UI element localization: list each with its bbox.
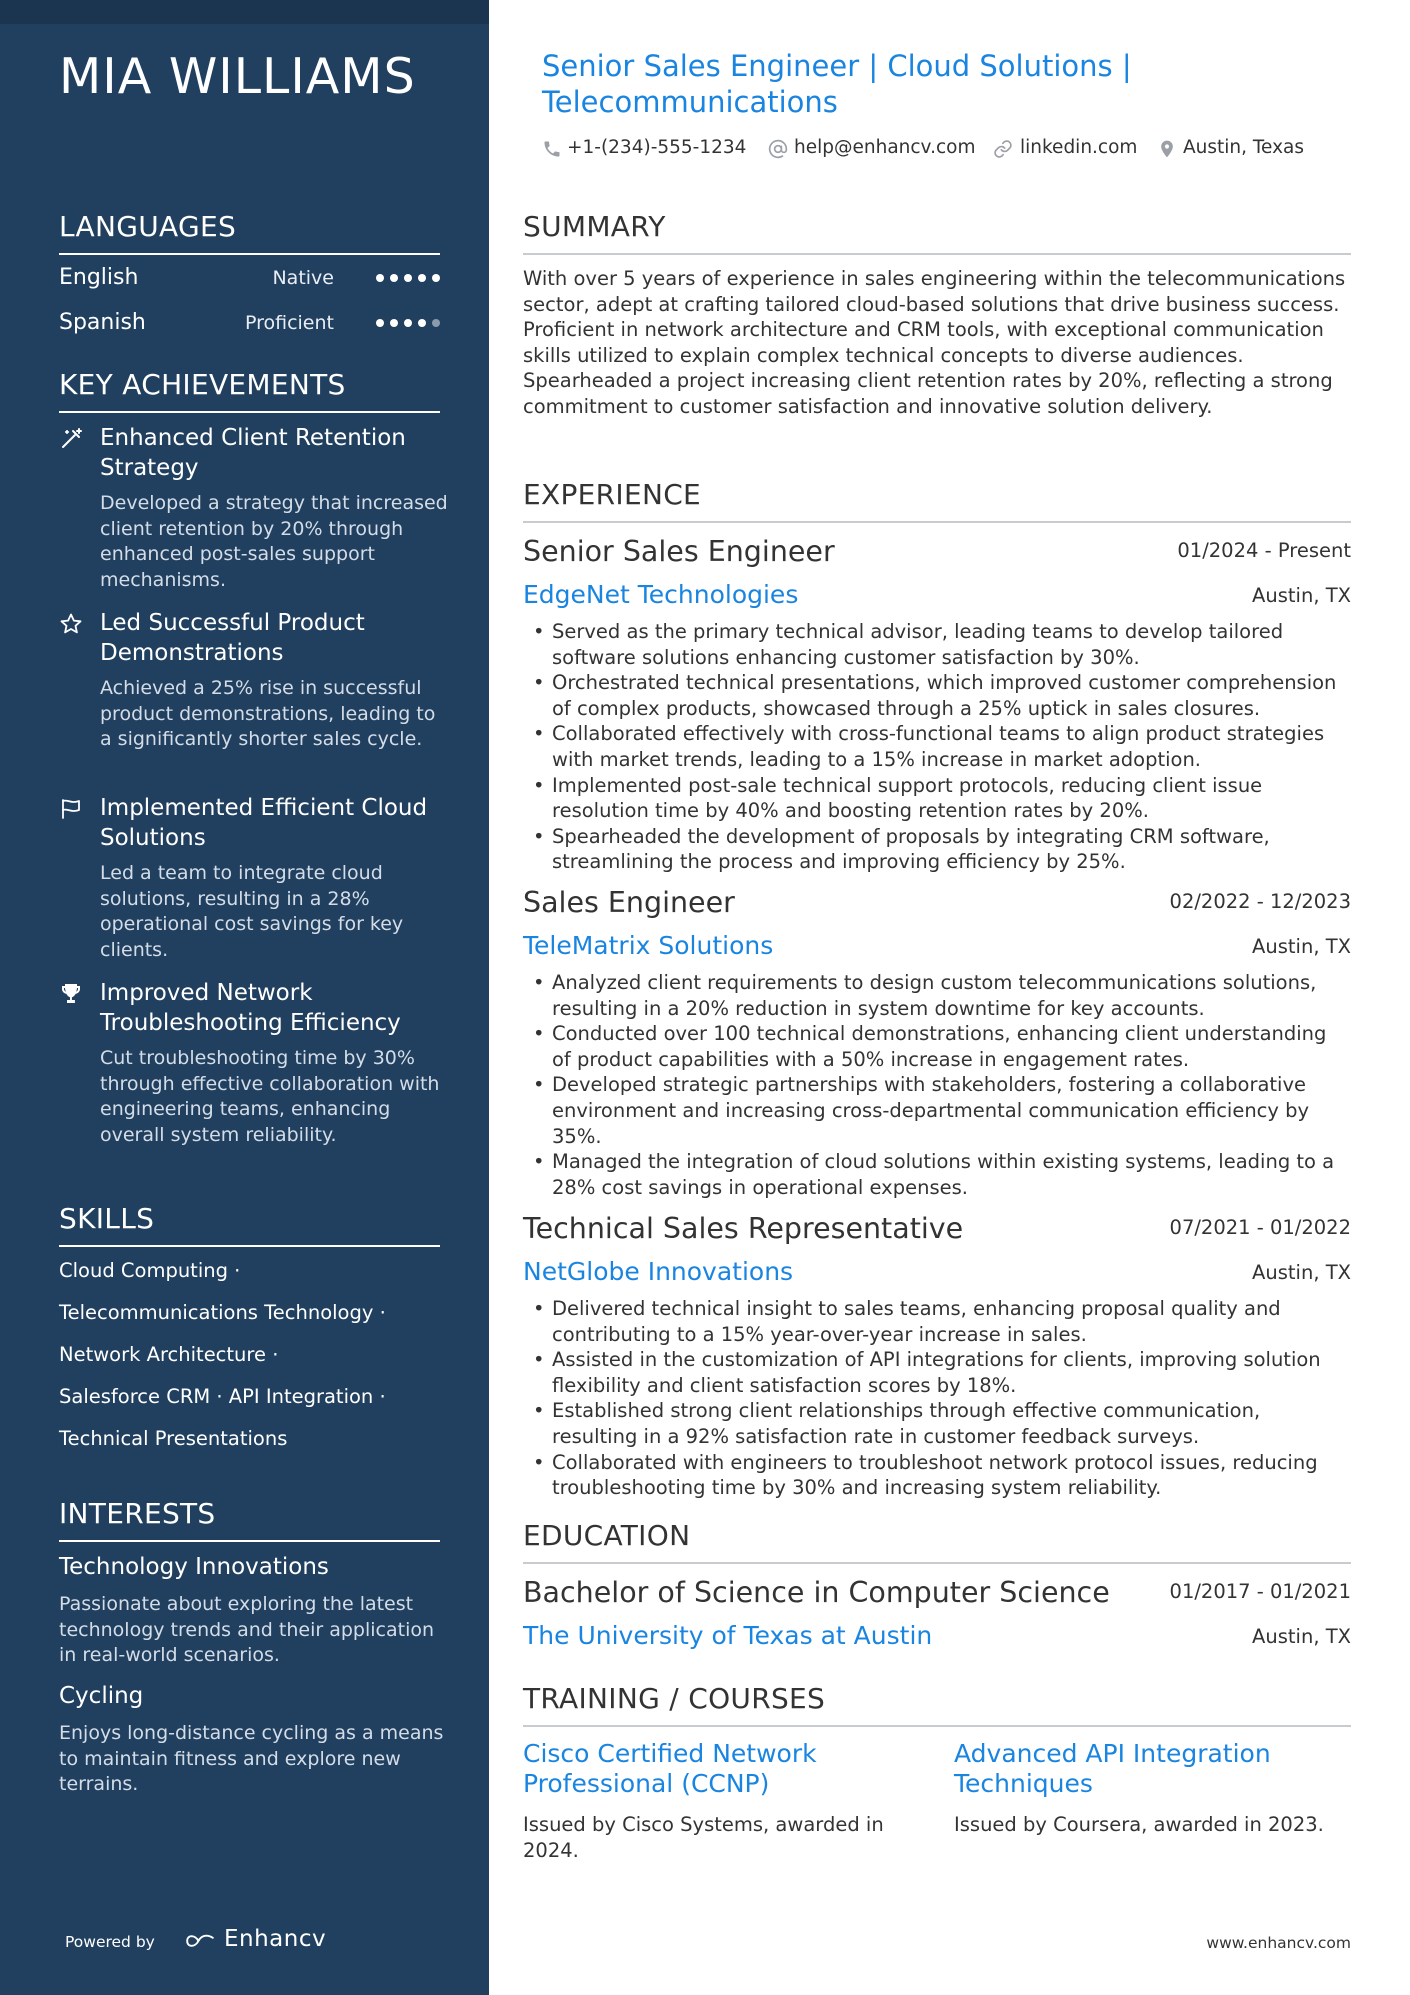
rating-dot bbox=[404, 274, 412, 282]
achievement-description: Led a team to integrate cloud solutions, resulting in a 28% operational cost savings for key clients. bbox=[100, 862, 404, 961]
skill-line: Salesforce CRM · API Integration · bbox=[59, 1385, 386, 1408]
at-sign-icon bbox=[768, 139, 788, 159]
language-name: Spanish bbox=[59, 310, 146, 335]
company-name: TeleMatrix Solutions bbox=[523, 931, 774, 960]
list-item: • Assisted in the customization of API integrations for clients, improving solution flexibility and client satisfaction scores by 18%. bbox=[523, 1347, 1351, 1398]
contact-linkedin[interactable]: linkedin.com bbox=[1020, 137, 1138, 158]
language-name: English bbox=[59, 265, 139, 290]
language-row bbox=[59, 265, 440, 299]
achievement-item bbox=[59, 608, 449, 753]
achievement-item bbox=[59, 423, 449, 593]
experience-heading: EXPERIENCE bbox=[523, 478, 1351, 523]
course-title: Cisco Certified Network Professional (CCNP) bbox=[523, 1739, 817, 1798]
list-item: • Implemented post-sale technical support protocols, reducing client issue resolution time by 40% and boosting retention rates by 20%. bbox=[523, 773, 1351, 824]
achievement-description: Developed a strategy that increased client retention by 20% through enhanced post-sales support mechanisms. bbox=[100, 492, 448, 591]
website-link[interactable]: www.enhancv.com bbox=[1206, 1934, 1351, 1952]
job-bullets bbox=[523, 619, 1351, 875]
company-name: EdgeNet Technologies bbox=[523, 580, 799, 609]
school-location: Austin, TX bbox=[1252, 1625, 1351, 1648]
contact-email[interactable]: help@enhancv.com bbox=[794, 137, 976, 158]
list-item: • Delivered technical insight to sales teams, enhancing proposal quality and contributing to a 15% year-over-year increase in sales. bbox=[523, 1296, 1351, 1347]
job-dates: 07/2021 - 01/2022 bbox=[1169, 1216, 1351, 1239]
summary-heading: SUMMARY bbox=[523, 210, 1351, 255]
sidebar-top-band bbox=[0, 0, 489, 24]
list-item: • Orchestrated technical presentations, which improved customer comprehension of complex products, showcased through a 25% uptick in sales closures. bbox=[523, 670, 1351, 721]
achievement-item bbox=[59, 793, 449, 963]
list-item: • Conducted over 100 technical demonstrations, enhancing client understanding of product capabilities with a 50% increase in engagement rates. bbox=[523, 1021, 1351, 1072]
interest-description: Passionate about exploring the latest technology trends and their application in real-world scenarios. bbox=[59, 1593, 435, 1666]
job-location: Austin, TX bbox=[1252, 935, 1351, 958]
achievement-title: Led Successful Product Demonstrations bbox=[100, 610, 365, 666]
job-title: Technical Sales Representative bbox=[523, 1212, 964, 1245]
interest-title: Technology Innovations bbox=[59, 1554, 329, 1580]
rating-dot bbox=[390, 274, 398, 282]
course-description: Issued by Cisco Systems, awarded in 2024. bbox=[523, 1813, 884, 1862]
list-item: • Collaborated effectively with cross-functional teams to align product strategies with market trends, leading to a 15% increase in market adoption. bbox=[523, 721, 1351, 772]
phone-icon bbox=[542, 139, 562, 159]
job-dates: 01/2024 - Present bbox=[1177, 539, 1351, 562]
sidebar bbox=[0, 0, 489, 1995]
language-level: Native bbox=[272, 267, 334, 289]
list-item: • Spearheaded the development of proposals by integrating CRM software, streamlining the process and improving efficiency by 25%. bbox=[523, 824, 1351, 875]
rating-dot bbox=[376, 319, 384, 327]
contact-phone[interactable]: +1-(234)-555-1234 bbox=[567, 137, 747, 158]
skills-heading: SKILLS bbox=[59, 1202, 440, 1247]
education-dates: 01/2017 - 01/2021 bbox=[1169, 1580, 1351, 1603]
achievement-title: Implemented Efficient Cloud Solutions bbox=[100, 795, 428, 851]
rating-dot bbox=[390, 319, 398, 327]
list-item: • Analyzed client requirements to design custom telecommunications solutions, resulting in a 20% reduction in system downtime for key accounts. bbox=[523, 970, 1351, 1021]
achievement-description: Cut troubleshooting time by 30% through effective collaboration with engineering teams, enhancing overall system reliability. bbox=[100, 1047, 440, 1146]
job-location: Austin, TX bbox=[1252, 1261, 1351, 1284]
skill-line: Technical Presentations bbox=[59, 1427, 288, 1450]
degree-title: Bachelor of Science in Computer Science bbox=[523, 1576, 1110, 1609]
candidate-name: MIA WILLIAMS bbox=[59, 48, 416, 105]
magic-wand-icon bbox=[59, 427, 83, 451]
achievement-title: Improved Network Troubleshooting Efficiency bbox=[100, 980, 401, 1036]
languages-heading: LANGUAGES bbox=[59, 210, 440, 255]
flag-icon bbox=[59, 797, 83, 821]
language-row bbox=[59, 310, 440, 344]
star-icon bbox=[59, 612, 83, 636]
location-pin-icon bbox=[1157, 139, 1177, 159]
enhancv-brand: Enhancv bbox=[224, 1926, 327, 1952]
language-rating bbox=[376, 274, 440, 282]
job-location: Austin, TX bbox=[1252, 584, 1351, 607]
rating-dot bbox=[404, 319, 412, 327]
summary-text: With over 5 years of experience in sales engineering within the telecommunications sector, adept at crafting tailored cloud-based solutions that drive business success. Proficient in network architecture and CRM tools, with exceptional communication skills utilized to explain complex technical concepts to diverse audiences. Spearheaded a project increasing client retention rates by 20%, reflecting a strong commitment to customer satisfaction and innovative solution delivery. bbox=[523, 267, 1346, 418]
training-heading: TRAINING / COURSES bbox=[523, 1682, 1351, 1727]
rating-dot bbox=[418, 319, 426, 327]
skill-line: Telecommunications Technology · bbox=[59, 1301, 386, 1324]
headline: Senior Sales Engineer | Cloud Solutions | Telecommunications bbox=[542, 49, 1132, 119]
achievement-title: Enhanced Client Retention Strategy bbox=[100, 425, 406, 481]
job-bullets bbox=[523, 1296, 1351, 1501]
course-description: Issued by Coursera, awarded in 2023. bbox=[954, 1813, 1324, 1836]
course-title: Advanced API Integration Techniques bbox=[954, 1739, 1271, 1798]
rating-dot bbox=[376, 274, 384, 282]
language-rating bbox=[376, 319, 440, 327]
rating-dot bbox=[418, 274, 426, 282]
achievement-description: Achieved a 25% rise in successful product demonstrations, leading to a significantly shorter sales cycle. bbox=[100, 677, 436, 750]
company-name: NetGlobe Innovations bbox=[523, 1257, 794, 1286]
job-title: Senior Sales Engineer bbox=[523, 535, 835, 568]
school-name: The University of Texas at Austin bbox=[523, 1621, 933, 1650]
powered-by-label: Powered by bbox=[65, 1933, 155, 1951]
skill-line: Network Architecture · bbox=[59, 1343, 279, 1366]
enhancv-logo-icon bbox=[184, 1929, 216, 1953]
contact-location: Austin, Texas bbox=[1183, 137, 1305, 158]
interest-title: Cycling bbox=[59, 1683, 144, 1709]
interest-description: Enjoys long-distance cycling as a means to maintain fitness and explore new terrains. bbox=[59, 1722, 444, 1795]
list-item: • Served as the primary technical advisor, leading teams to develop tailored software solutions enhancing customer satisfaction by 30%. bbox=[523, 619, 1351, 670]
list-item: • Managed the integration of cloud solutions within existing systems, leading to a 28% cost savings in operational expenses. bbox=[523, 1149, 1351, 1200]
link-icon bbox=[993, 139, 1013, 159]
skill-line: Cloud Computing · bbox=[59, 1259, 241, 1282]
achievements-heading: KEY ACHIEVEMENTS bbox=[59, 368, 440, 413]
job-dates: 02/2022 - 12/2023 bbox=[1169, 890, 1351, 913]
education-heading: EDUCATION bbox=[523, 1519, 1351, 1564]
interests-heading: INTERESTS bbox=[59, 1497, 440, 1542]
rating-dot bbox=[432, 274, 440, 282]
list-item: • Collaborated with engineers to troubleshoot network protocol issues, reducing troubleshooting time by 30% and increasing system reliability. bbox=[523, 1450, 1351, 1501]
trophy-icon bbox=[59, 982, 83, 1006]
list-item: • Developed strategic partnerships with stakeholders, fostering a collaborative environment and increasing cross-departmental communication efficiency by 35%. bbox=[523, 1072, 1351, 1149]
language-level: Proficient bbox=[244, 312, 334, 334]
list-item: • Established strong client relationships through effective communication, resulting in a 92% satisfaction rate in customer feedback surveys. bbox=[523, 1398, 1351, 1449]
job-bullets bbox=[523, 970, 1351, 1200]
achievement-item bbox=[59, 978, 449, 1148]
rating-dot-empty bbox=[432, 319, 440, 327]
job-title: Sales Engineer bbox=[523, 886, 735, 919]
